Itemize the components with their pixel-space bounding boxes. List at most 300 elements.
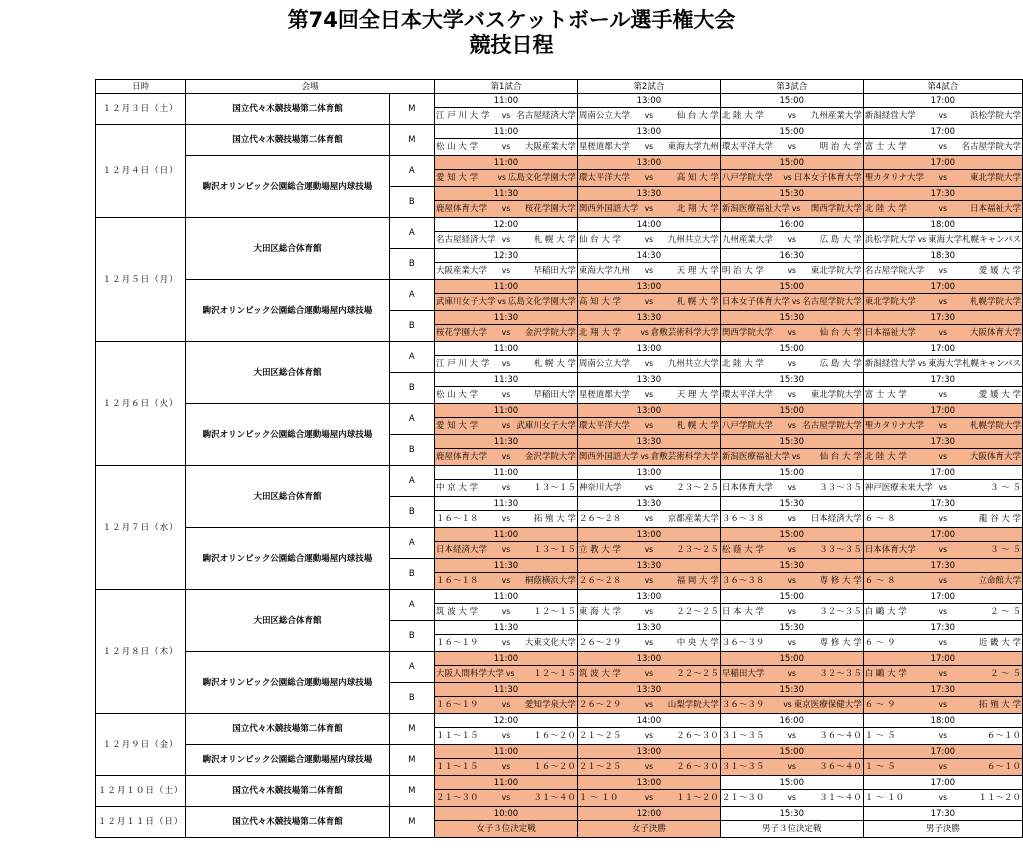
game-time: 11:00 (435, 466, 578, 480)
matchup (435, 669, 577, 679)
team-right: ６～１０ (986, 762, 1021, 772)
team-left: 中 京 大 学 (436, 483, 479, 493)
team-right: 倉敷芸術科学大学 (650, 328, 719, 338)
team-right: 東海大学札幌キャンパス (928, 359, 1021, 369)
game-time: 13:30 (577, 621, 720, 635)
matchup (721, 576, 863, 586)
match-cell (577, 635, 720, 652)
team-right: 天 理 大 学 (676, 266, 719, 276)
game-time: 12:30 (435, 249, 578, 263)
team-right: 愛 媛 大 学 (978, 266, 1021, 276)
vs-label: vs (938, 638, 948, 647)
time-row (96, 156, 1023, 170)
game-time: 15:00 (720, 156, 863, 170)
team-left: 八戸学院大学 (721, 173, 773, 183)
team-left: 高 知 大 学 (578, 297, 622, 307)
vs-label: vs (501, 700, 511, 709)
matchup (864, 731, 1022, 741)
match-cell (863, 418, 1022, 435)
matchup (721, 142, 863, 152)
game-time: 17:30 (863, 497, 1022, 511)
court-cell: B (389, 683, 434, 714)
team-left: 関西学院大学 (721, 328, 773, 338)
vs-label: vs (787, 793, 796, 802)
vs-label: vs (787, 390, 796, 399)
court-cell: M (389, 94, 434, 125)
court-cell: A (389, 342, 434, 373)
vs-label: vs (501, 359, 511, 368)
game-time: 12:00 (435, 714, 578, 728)
venue-cell: 大田区総合体育館 (186, 590, 389, 652)
team-right: 明 治 大 学 (819, 142, 862, 152)
team-left: 新潟医療福祉大学 (721, 452, 790, 462)
team-right: ３ ～ ５ (990, 545, 1021, 555)
matchup (721, 545, 863, 555)
matchup (435, 452, 577, 462)
vs-label: vs (787, 545, 796, 554)
team-right: 日本女子体育大学 (793, 173, 862, 183)
matchup (578, 328, 720, 338)
team-right: 大阪体育大学 (969, 328, 1021, 338)
matchup (864, 452, 1022, 462)
team-left: 北 翔 大 学 (578, 328, 622, 338)
vs-label: vs (644, 359, 654, 368)
team-right: 九州産業大学 (810, 111, 862, 121)
game-time: 11:00 (435, 156, 578, 170)
time-row (96, 652, 1023, 666)
vs-label: vs (938, 142, 948, 151)
court-cell: A (389, 404, 434, 435)
game-time: 15:00 (720, 94, 863, 108)
team-right: 愛知学泉大学 (524, 700, 576, 710)
game-time: 13:00 (577, 745, 720, 759)
matchup (864, 607, 1022, 617)
team-left: 関西外国語大学 (578, 204, 639, 214)
venue-cell: 駒沢オリンピック公園総合運動場屋内球技場 (186, 745, 389, 776)
matchup (721, 700, 863, 710)
match-cell (435, 542, 578, 559)
match-cell (720, 759, 863, 776)
matchup (435, 390, 577, 400)
team-left: ２６～２９ (578, 700, 622, 710)
team-left: 環太平洋大学 (721, 390, 773, 400)
game-time: 17:30 (863, 559, 1022, 573)
team-left: ６ ～ ９ (864, 700, 896, 710)
match-cell (577, 387, 720, 404)
team-right: 金沢学院大学 (524, 328, 576, 338)
match-cell (720, 201, 863, 218)
team-right: ２ ～ ５ (990, 607, 1021, 617)
venue-cell: 大田区総合体育館 (186, 342, 389, 404)
vs-label: vs (938, 266, 948, 275)
team-left: ２６～２８ (578, 514, 622, 524)
game-time: 17:00 (863, 745, 1022, 759)
game-time: 13:00 (577, 590, 720, 604)
vs-label: vs (497, 173, 506, 182)
team-right: 東北学院大学 (810, 266, 862, 276)
matchup (721, 266, 863, 276)
team-left: 明 治 大 学 (721, 266, 764, 276)
matchup (721, 173, 863, 183)
vs-label: vs (644, 142, 654, 151)
header-game-1: 第1試合 (435, 80, 578, 94)
team-left: 江 戸 川 大 学 (436, 111, 490, 121)
court-cell: A (389, 590, 434, 621)
vs-label: vs (644, 266, 654, 275)
vs-label: vs (501, 111, 511, 120)
vs-label: vs (644, 669, 654, 678)
matchup (721, 731, 863, 741)
team-left: 新潟医療福祉大学 (721, 204, 790, 214)
team-right: ３１～４０ (533, 793, 576, 803)
court-cell: M (389, 776, 434, 807)
match-cell (720, 542, 863, 559)
vs-label: vs (938, 390, 948, 399)
matchup (864, 111, 1022, 121)
game-time: 11:30 (435, 497, 578, 511)
team-right: 札幌学院大学 (969, 421, 1021, 431)
team-left: １１～１５ (436, 762, 479, 772)
team-right: ６～１０ (986, 731, 1021, 741)
game-time: 17:00 (863, 466, 1022, 480)
vs-label: vs (640, 452, 649, 461)
team-right: 福 岡 大 学 (676, 576, 719, 586)
match-cell (435, 325, 578, 342)
team-right: 早稲田大学 (533, 266, 576, 276)
matchup (721, 762, 863, 772)
header-venue: 会場 (186, 80, 435, 94)
vs-label: vs (938, 483, 948, 492)
team-left: ６ ～ ９ (864, 638, 896, 648)
matchup (435, 638, 577, 648)
vs-label: vs (644, 421, 654, 430)
match-cell (720, 790, 863, 807)
team-left: 東 海 大 学 (578, 607, 622, 617)
team-left: 大阪産業大学 (436, 266, 488, 276)
team-right: 浜松学院大学 (969, 111, 1021, 121)
matchup (864, 514, 1022, 524)
game-time: 15:00 (720, 280, 863, 294)
team-left: 松 蔭 大 学 (721, 545, 764, 555)
game-time: 17:30 (863, 435, 1022, 449)
matchup (864, 142, 1022, 152)
match-cell (577, 325, 720, 342)
team-right: 近 畿 大 学 (978, 638, 1021, 648)
game-time: 15:30 (720, 621, 863, 635)
matchup (578, 142, 720, 152)
game-time: 13:30 (577, 187, 720, 201)
time-row (96, 280, 1023, 294)
team-left: ３１～３５ (721, 762, 765, 772)
matchup (435, 607, 577, 617)
match-cell (435, 821, 578, 838)
vs-label: vs (644, 173, 654, 182)
match-cell (577, 666, 720, 683)
matchup (435, 483, 577, 493)
team-left: 関西外国語大学 (578, 452, 639, 462)
vs-label: vs (783, 173, 792, 182)
vs-label: vs (938, 204, 948, 213)
match-cell (863, 635, 1022, 652)
vs-label: vs (938, 545, 948, 554)
team-left: 北 陸 大 学 (721, 359, 764, 369)
team-left: 神奈川大学 (578, 483, 622, 493)
matchup (578, 545, 720, 555)
match-cell (435, 356, 578, 373)
team-right: 名古屋学院大学 (802, 297, 862, 307)
game-time: 11:30 (435, 311, 578, 325)
game-time: 13:30 (577, 559, 720, 573)
match-cell (863, 573, 1022, 590)
game-time: 10:00 (435, 807, 578, 821)
team-left: 筑 波 大 学 (578, 669, 622, 679)
matchup (435, 204, 577, 214)
venue-cell: 国立代々木競技場第二体育館 (186, 807, 389, 838)
vs-label: vs (501, 731, 511, 740)
match-cell (435, 108, 578, 125)
game-time: 15:00 (720, 466, 863, 480)
team-right: １３～１５ (533, 545, 576, 555)
game-time: 13:30 (577, 311, 720, 325)
team-left: 浜松学院大学 (864, 235, 916, 245)
time-row (96, 125, 1023, 139)
match-cell (435, 666, 578, 683)
game-time: 11:00 (435, 590, 578, 604)
time-row (96, 776, 1023, 790)
team-right: 立命館大学 (978, 576, 1021, 586)
time-row (96, 807, 1023, 821)
matchup (721, 359, 863, 369)
team-left: 新潟経営大学 (864, 359, 916, 369)
game-time: 17:30 (863, 807, 1022, 821)
vs-label: vs (917, 359, 927, 368)
matchup (578, 514, 720, 524)
vs-label: vs (640, 328, 649, 337)
team-right: 倉敷芸術科学大学 (650, 452, 719, 462)
team-left: 早稲田大学 (721, 669, 765, 679)
game-time: 17:00 (863, 156, 1022, 170)
game-time: 18:30 (863, 249, 1022, 263)
time-row (96, 94, 1023, 108)
team-left: ２１～３０ (436, 793, 479, 803)
matchup (435, 421, 577, 431)
match-cell (720, 356, 863, 373)
vs-label: vs (501, 576, 511, 585)
team-right: 専 修 大 学 (819, 576, 862, 586)
vs-label: vs (644, 111, 654, 120)
team-left: ２１～２５ (578, 731, 622, 741)
match-cell (863, 356, 1022, 373)
match-cell (577, 108, 720, 125)
match-cell (863, 263, 1022, 280)
match-cell (577, 697, 720, 714)
match-cell (863, 108, 1022, 125)
match-cell (577, 294, 720, 311)
team-left: 鹿屋体育大学 (436, 452, 488, 462)
matchup (578, 483, 720, 493)
game-time: 13:30 (577, 497, 720, 511)
matchup (864, 328, 1022, 338)
vs-label: vs (938, 607, 948, 616)
vs-label: vs (501, 266, 511, 275)
court-cell: B (389, 311, 434, 342)
vs-label: vs (938, 297, 948, 306)
game-time: 16:00 (720, 714, 863, 728)
team-left: 日本経済大学 (436, 545, 488, 555)
time-row (96, 218, 1023, 232)
court-cell: B (389, 435, 434, 466)
match-cell (435, 418, 578, 435)
page-subtitle: 競技日程 (469, 33, 554, 57)
matchup (435, 173, 577, 183)
team-right: ３２～３５ (819, 669, 862, 679)
matchup (864, 793, 1022, 803)
team-right: 九州共立大学 (667, 359, 719, 369)
matchup (864, 266, 1022, 276)
matchup (578, 669, 720, 679)
game-time: 16:00 (720, 218, 863, 232)
team-right: 桐蔭横浜大学 (524, 576, 576, 586)
matchup (578, 266, 720, 276)
team-left: 北 陸 大 学 (864, 204, 907, 214)
matchup (864, 700, 1022, 710)
date-cell: １２月７日（水） (96, 466, 186, 590)
team-left: 愛 知 大 学 (436, 421, 479, 431)
team-left: 八戸学院大学 (721, 421, 773, 431)
game-time: 17:30 (863, 373, 1022, 387)
team-right: 日本経済大学 (810, 514, 862, 524)
matchup (578, 638, 720, 648)
team-right: 広島文化学園大学 (507, 297, 576, 307)
court-cell: A (389, 218, 434, 249)
match-cell (720, 480, 863, 497)
team-right: 札 幌 大 学 (676, 297, 719, 307)
team-left: 富 士 大 学 (864, 390, 907, 400)
matchup (578, 607, 720, 617)
team-right: 専 修 大 学 (819, 638, 862, 648)
team-right: 名古屋学院大学 (961, 142, 1021, 152)
vs-label: vs (787, 266, 796, 275)
match-cell (577, 573, 720, 590)
match-label: 男子決勝 (925, 824, 960, 834)
matchup (578, 297, 720, 307)
vs-label: vs (938, 328, 948, 337)
game-time: 11:30 (435, 435, 578, 449)
match-cell (863, 387, 1022, 404)
team-left: 日本体育大学 (721, 483, 773, 493)
game-time: 17:00 (863, 404, 1022, 418)
team-right: 東北学院大学 (969, 173, 1021, 183)
court-cell: M (389, 807, 434, 838)
game-time: 17:30 (863, 683, 1022, 697)
court-cell: M (389, 745, 434, 776)
time-row (96, 745, 1023, 759)
team-right: 仙 台 大 学 (819, 328, 862, 338)
matchup (578, 793, 720, 803)
game-time: 13:30 (577, 435, 720, 449)
match-cell (720, 511, 863, 528)
court-cell: A (389, 528, 434, 559)
team-right: ２３～２５ (676, 545, 719, 555)
match-cell (577, 480, 720, 497)
match-cell (577, 511, 720, 528)
court-cell: B (389, 373, 434, 404)
header-date: 日時 (96, 80, 186, 94)
team-right: 広 島 大 学 (819, 235, 862, 245)
matchup (435, 731, 577, 741)
team-right: １６～２０ (533, 762, 576, 772)
match-cell (720, 697, 863, 714)
team-right: ３６～４０ (819, 731, 862, 741)
matchup (721, 607, 863, 617)
match-cell (577, 542, 720, 559)
team-right: 名古屋経済大学 (516, 111, 576, 121)
team-right: 関西学院大学 (810, 204, 862, 214)
vs-label: vs (501, 607, 511, 616)
time-row (96, 590, 1023, 604)
team-left: ２６～２８ (578, 576, 622, 586)
match-cell (435, 170, 578, 187)
team-left: ２１～３０ (721, 793, 765, 803)
match-cell (435, 294, 578, 311)
team-right: 高 知 大 学 (676, 173, 719, 183)
team-right: １２～１５ (533, 607, 576, 617)
team-left: ６ ～ ８ (864, 576, 896, 586)
court-cell: A (389, 466, 434, 497)
game-time: 15:30 (720, 807, 863, 821)
game-time: 15:30 (720, 373, 863, 387)
team-right: ３６～４０ (819, 762, 862, 772)
game-time: 12:00 (577, 807, 720, 821)
matchup (435, 700, 577, 710)
team-left: ３６～３８ (721, 514, 765, 524)
game-time: 15:00 (720, 125, 863, 139)
match-cell (720, 294, 863, 311)
match-cell (577, 821, 720, 838)
match-cell (435, 573, 578, 590)
match-cell (577, 790, 720, 807)
team-right: 中 央 大 学 (676, 638, 719, 648)
game-time: 11:00 (435, 94, 578, 108)
vs-label: vs (644, 514, 654, 523)
vs-label: vs (644, 204, 654, 213)
game-time: 11:00 (435, 125, 578, 139)
matchup (578, 173, 720, 183)
team-right: 天 理 大 学 (676, 390, 719, 400)
matchup (435, 142, 577, 152)
venue-cell: 駒沢オリンピック公園総合運動場屋内球技場 (186, 652, 389, 714)
venue-cell: 国立代々木競技場第二体育館 (186, 94, 389, 125)
match-cell (863, 697, 1022, 714)
team-right: 広島文化学園大学 (507, 173, 576, 183)
matchup (435, 793, 577, 803)
team-left: 松 山 大 学 (436, 390, 479, 400)
game-time: 13:00 (577, 280, 720, 294)
team-left: １ ～ １０ (578, 793, 619, 803)
team-right: 九州共立大学 (667, 235, 719, 245)
match-cell (720, 232, 863, 249)
team-right: ２ ～ ５ (990, 669, 1021, 679)
match-cell (435, 790, 578, 807)
matchup (721, 235, 863, 245)
team-left: 聖カタリナ大学 (864, 173, 925, 183)
match-cell (720, 387, 863, 404)
team-left: １１～１５ (436, 731, 479, 741)
vs-label: vs (787, 638, 796, 647)
header-game-2: 第2試合 (577, 80, 720, 94)
team-right: ３２～３５ (819, 607, 862, 617)
team-right: 名古屋学院大学 (802, 421, 862, 431)
